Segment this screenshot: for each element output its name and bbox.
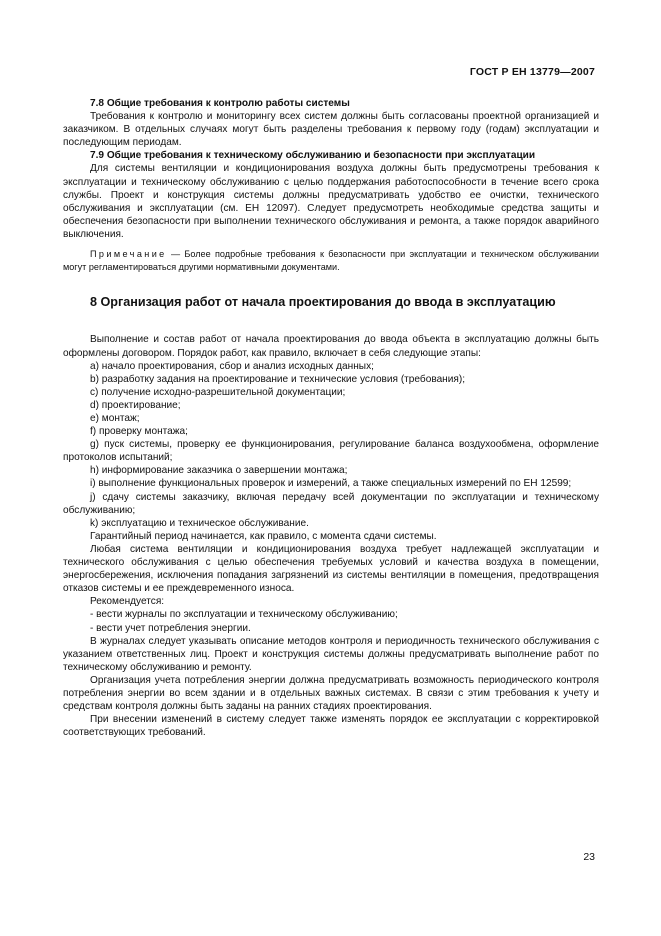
standard-code: ГОСТ Р ЕН 13779—2007 (469, 66, 595, 78)
stage-item: f) проверку монтажа; (90, 426, 188, 438)
section-7-9-note (63, 248, 599, 274)
stage-item: i) выполнение функциональных проверок и измерений, а также специальных измерений по ЕН 12599; (90, 478, 572, 490)
page-content (63, 97, 599, 739)
page-number: 23 (583, 851, 595, 863)
section-8-intro: Выполнение и состав работ от начала проектирования до ввода объекта в эксплуатацию должны быть оформлены договором. Порядок работ, как правило, включает в себя следующие этапы: (63, 334, 599, 359)
recommendation-item: - вести журналы по эксплуатации и техническому обслуживанию; (90, 609, 398, 621)
stage-item: a) начало проектирования, сбор и анализ исходных данных; (90, 360, 374, 372)
recommended-label: Рекомендуется: (90, 596, 165, 608)
stage-item: g) пуск системы, проверку ее функционирования, регулирование баланса воздухообмена, оформление протоколов испытаний; (63, 439, 599, 464)
stage-item: h) информирование заказчика о завершении монтажа; (90, 465, 348, 477)
stage-item: j) сдачу системы заказчику, включая передачу всей документации по эксплуатации и техническому обслуживанию; (63, 491, 599, 516)
operation-paragraph: Любая система вентиляции и кондиционирования воздуха требует надлежащей эксплуатации и технического обслуживания с целью обеспечения требуемых условий и качества воздуха в помещении, энергосбережения, исключения попадания загрязнений из системы вентиляции в помещения, предотвращения отказов системы и ее преждевременного износа. (63, 543, 599, 595)
recommendation-item: - вести учет потребления энергии. (90, 622, 251, 634)
stage-item: c) получение исходно-разрешительной документации; (90, 386, 346, 398)
changes-paragraph: При внесении изменений в систему следует также изменять порядок ее эксплуатации с корректировкой соответствующих требований. (63, 714, 599, 739)
section-8-title: 8 Организация работ от начала проектирования до ввода в эксплуатацию (90, 295, 556, 310)
note-label: Примечание (90, 249, 167, 260)
section-7-8-paragraph: Требования к контролю и мониторингу всех систем должны быть согласованы проектной организацией и заказчиком. В отдельных случаях могут быть разделены требования к первому году (годам) эксплуатации и последующим периодам. (63, 111, 599, 149)
logs-paragraph: В журналах следует указывать описание методов контроля и периодичность технического обслуживания с указанием ответственных лиц. Проект и конструкция системы должны предусматривать выполнение работ по техническому обслуживанию и ремонту. (63, 635, 599, 673)
warranty-paragraph: Гарантийный период начинается, как правило, с момента сдачи системы. (90, 530, 437, 542)
note-text: — Более подробные требования к безопасности при эксплуатации и техническом обслуживании могут регламентироваться другими нормативными документами. (63, 249, 599, 273)
section-7-9-paragraph: Для системы вентиляции и кондиционирования воздуха должны быть предусмотрены требования к эксплуатации и техническому обслуживанию с целью поддержания работоспособности в течение всего срока службы. Проект и конструкция системы должны предусматривать удобство ее очистки, технического обслуживания и эксплуатации (см. ЕН 12097). Следует предусмотреть необходимые средства защиты и обеспечения безопасности при выполнении технического обслуживания и ремонта, а также порядок аварийного выключения. (63, 163, 599, 240)
section-7-9-title: 7.9 Общие требования к техническому обслуживанию и безопасности при эксплуатации (90, 150, 536, 162)
energy-paragraph: Организация учета потребления энергии должна предусматривать возможность периодического контроля потребления энергии во всем здании и в отдельных важных системах. В связи с этим требования к учету и средствам контроля должны быть заданы на ранних стадиях проектирования. (63, 674, 599, 713)
stage-item: d) проектирование; (90, 399, 181, 411)
section-7-8-title: 7.8 Общие требования к контролю работы системы (90, 98, 350, 109)
stage-item: b) разработку задания на проектирование и технические условия (требования); (90, 373, 466, 385)
stage-item: k) эксплуатацию и техническое обслуживание. (90, 517, 309, 529)
stage-item: e) монтаж; (90, 413, 140, 424)
